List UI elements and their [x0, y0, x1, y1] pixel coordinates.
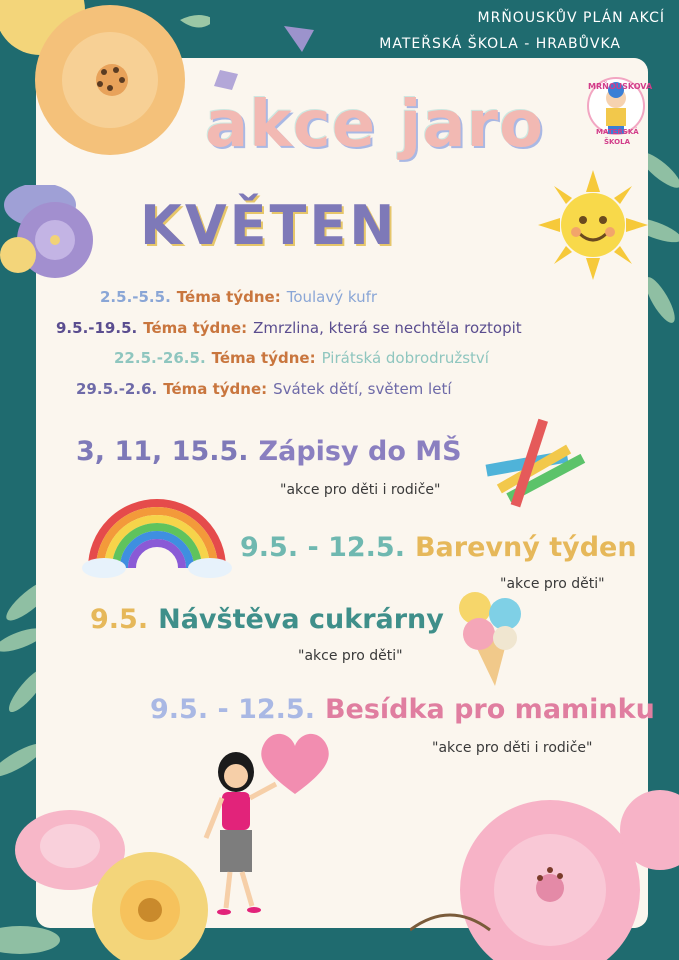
event-pastry-visit [90, 604, 444, 635]
theme-row-3 [114, 349, 489, 367]
logo-bottom-text-1: MATEŘSKÁ [596, 128, 639, 136]
theme-dates: 2.5.-5.5. [100, 288, 171, 306]
theme-value: Svátek dětí, světem letí [273, 380, 452, 398]
theme-value: Zmrzlina, která se nechtěla roztopit [253, 319, 522, 337]
theme-label: Téma týdne: [143, 319, 248, 337]
event-date: 9.5. [90, 604, 149, 635]
event-color-week [240, 532, 637, 563]
rainbow-icon [82, 498, 232, 580]
theme-row-1 [100, 288, 377, 306]
header-line-1: MRŇOUSKŮV PLÁN AKCÍ [477, 10, 665, 26]
event-name: Návštěva cukrárny [158, 604, 444, 635]
event-note: "akce pro děti i rodiče" [432, 740, 593, 756]
purple-flower-left-icon [0, 185, 110, 315]
event-enrollment [76, 436, 462, 467]
theme-dates: 29.5.-2.6. [76, 380, 158, 398]
crayons-icon [484, 414, 594, 514]
event-date: 3, 11, 15.5. [76, 436, 249, 467]
month-heading: KVĚTEN [140, 194, 398, 257]
theme-label: Téma týdne: [211, 349, 316, 367]
event-note: "akce pro děti" [500, 576, 605, 592]
theme-row-4 [76, 380, 452, 398]
logo-bottom-text-2: ŠKOLA [604, 138, 630, 146]
flower-top-left-icon [0, 0, 210, 180]
sun-icon [538, 170, 648, 280]
logo-top-text: MRŇOUSKOVA [588, 82, 653, 91]
theme-dates: 22.5.-26.5. [114, 349, 206, 367]
event-note: "akce pro děti i rodiče" [280, 482, 441, 498]
event-name: Zápisy do MŠ [258, 436, 462, 467]
event-mothers-day [150, 694, 655, 725]
theme-dates: 9.5.-19.5. [56, 319, 138, 337]
poster-title: akce jaro [205, 88, 545, 162]
theme-label: Téma týdne: [163, 380, 268, 398]
ice-cream-icon [455, 590, 530, 690]
event-name: Besídka pro maminku [324, 694, 655, 725]
flowers-bottom-left-icon [0, 800, 230, 960]
flowers-bottom-right-icon [410, 780, 679, 960]
event-note: "akce pro děti" [298, 648, 403, 664]
theme-label: Téma týdne: [176, 288, 281, 306]
event-date: 9.5. - 12.5. [240, 532, 405, 563]
header-line-2: MATEŘSKÁ ŠKOLA - HRABŮVKA [379, 36, 621, 52]
event-name: Barevný týden [414, 532, 637, 563]
event-date: 9.5. - 12.5. [150, 694, 315, 725]
purple-bud-icon [280, 20, 320, 60]
theme-value: Toulavý kufr [286, 288, 378, 306]
theme-row-2 [56, 319, 522, 337]
theme-value: Pirátská dobrodružství [321, 349, 489, 367]
